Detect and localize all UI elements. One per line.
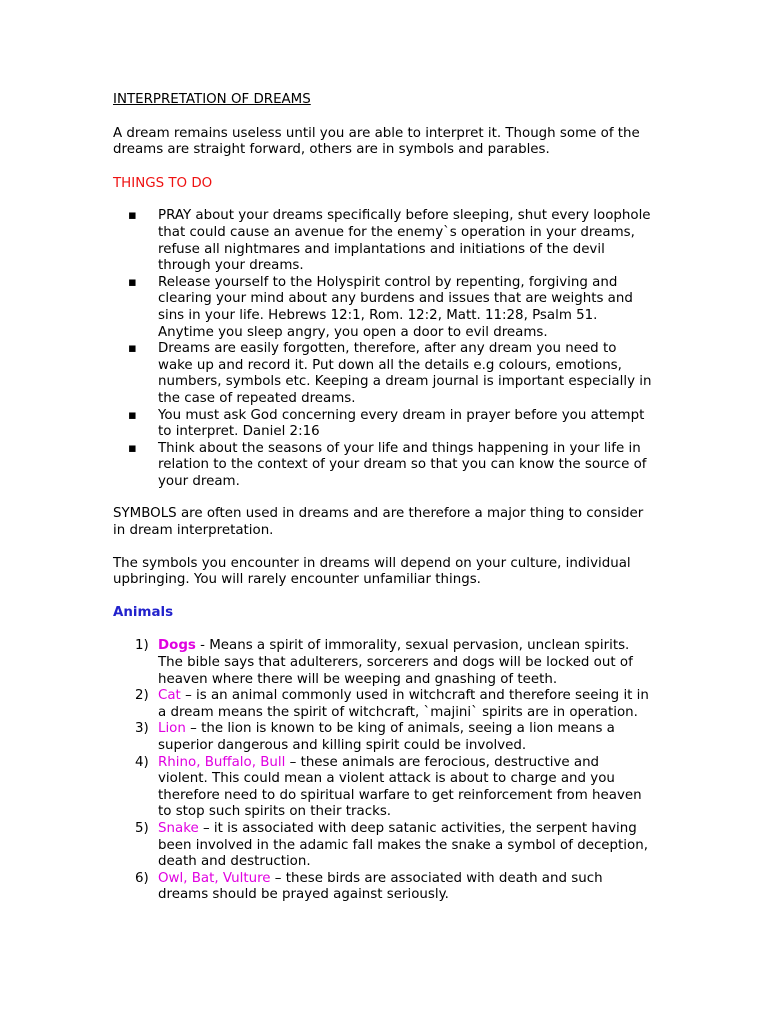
animal-description: – these animals are ferocious, destructive and violent. This could mean a violent attack is about to charge and you therefore need to do spiritual warfare to get reinforcement from heaven to stop such spirits on their tracks. <box>158 754 642 820</box>
animal-name: Owl, Bat, Vulture <box>158 870 271 886</box>
things-to-do-list <box>113 208 653 490</box>
animal-description: – is an animal commonly used in witchcraft and therefore seeing it in a dream means the spirit of witchcraft, `majini` spirits are in operation. <box>158 688 649 720</box>
animal-description: - Means a spirit of immorality, sexual pervasion, unclean spirits. The bible says that adulterers, sorcerers and dogs will be locked out of heaven where there will be weeping and gnashing of teeth. <box>158 638 633 687</box>
item-number: 3) <box>135 721 149 737</box>
document-page <box>113 92 653 904</box>
item-number: 5) <box>135 820 149 836</box>
animal-description: – these birds are associated with death and such dreams should be prayed against seriously. <box>158 870 603 903</box>
document-title: INTERPRETATION OF DREAMS <box>113 92 311 107</box>
animal-name: Cat <box>158 688 181 704</box>
list-item <box>113 688 653 721</box>
list-item: ▪ PRAY about your dreams specifically before sleeping, shut every loophole that could cause an avenue for the enemy`s operation in your dreams, refuse all nightmares and implantations and initiations of the devil through your dreams. <box>113 208 653 274</box>
item-number: 1) <box>135 638 149 654</box>
list-item <box>113 821 653 871</box>
culture-paragraph: The symbols you encounter in dreams will depend on your culture, individual upbringing. You will rarely encounter unfamiliar things. <box>113 555 631 588</box>
animals-heading: Animals <box>113 604 174 620</box>
item-number: 4) <box>135 754 149 770</box>
list-item: ▪ Dreams are easily forgotten, therefore, after any dream you need to wake up and record it. Put down all the details e.g colours, emotions, numbers, symbols etc. Keeping a dream journal is important especially in the case of repeated dreams. <box>113 341 653 407</box>
animal-description: – it is associated with deep satanic activities, the serpent having been involved in the adamic fall makes the snake a symbol of deception, death and destruction. <box>158 820 648 870</box>
list-item <box>113 638 653 688</box>
animal-name: Rhino, Buffalo, Bull <box>158 754 286 770</box>
list-item <box>113 871 653 904</box>
list-item <box>113 755 653 821</box>
animal-name: Snake <box>158 820 199 836</box>
things-to-do-heading: THINGS TO DO <box>113 175 213 191</box>
list-item: ▪ You must ask God concerning every dream in prayer before you attempt to interpret. Daniel 2:16 <box>113 408 653 441</box>
animal-name: Lion <box>158 721 186 737</box>
animal-description: – the lion is known to be king of animals, seeing a lion means a superior dangerous and killing spirit could be involved. <box>158 721 615 753</box>
list-item <box>113 721 653 754</box>
animals-list <box>113 638 653 904</box>
item-number: 6) <box>135 870 149 886</box>
symbols-paragraph: SYMBOLS are often used in dreams and are therefore a major thing to consider in dream interpretation. <box>113 506 644 539</box>
list-item: ▪ Think about the seasons of your life and things happening in your life in relation to the context of your dream so that you can know the source of your dream. <box>113 441 653 491</box>
list-item: ▪ Release yourself to the Holyspirit control by repenting, forgiving and clearing your mind about any burdens and issues that are weights and sins in your life. Hebrews 12:1, Rom. 12:2, Matt. 11:28, Psalm 51. Anytime you sleep angry, you open a door to evil dreams. <box>113 275 653 341</box>
animal-name: Dogs <box>158 638 196 654</box>
item-number: 2) <box>135 688 149 704</box>
intro-paragraph: A dream remains useless until you are able to interpret it. Though some of the dreams are straight forward, others are in symbols and parables. <box>113 125 640 158</box>
